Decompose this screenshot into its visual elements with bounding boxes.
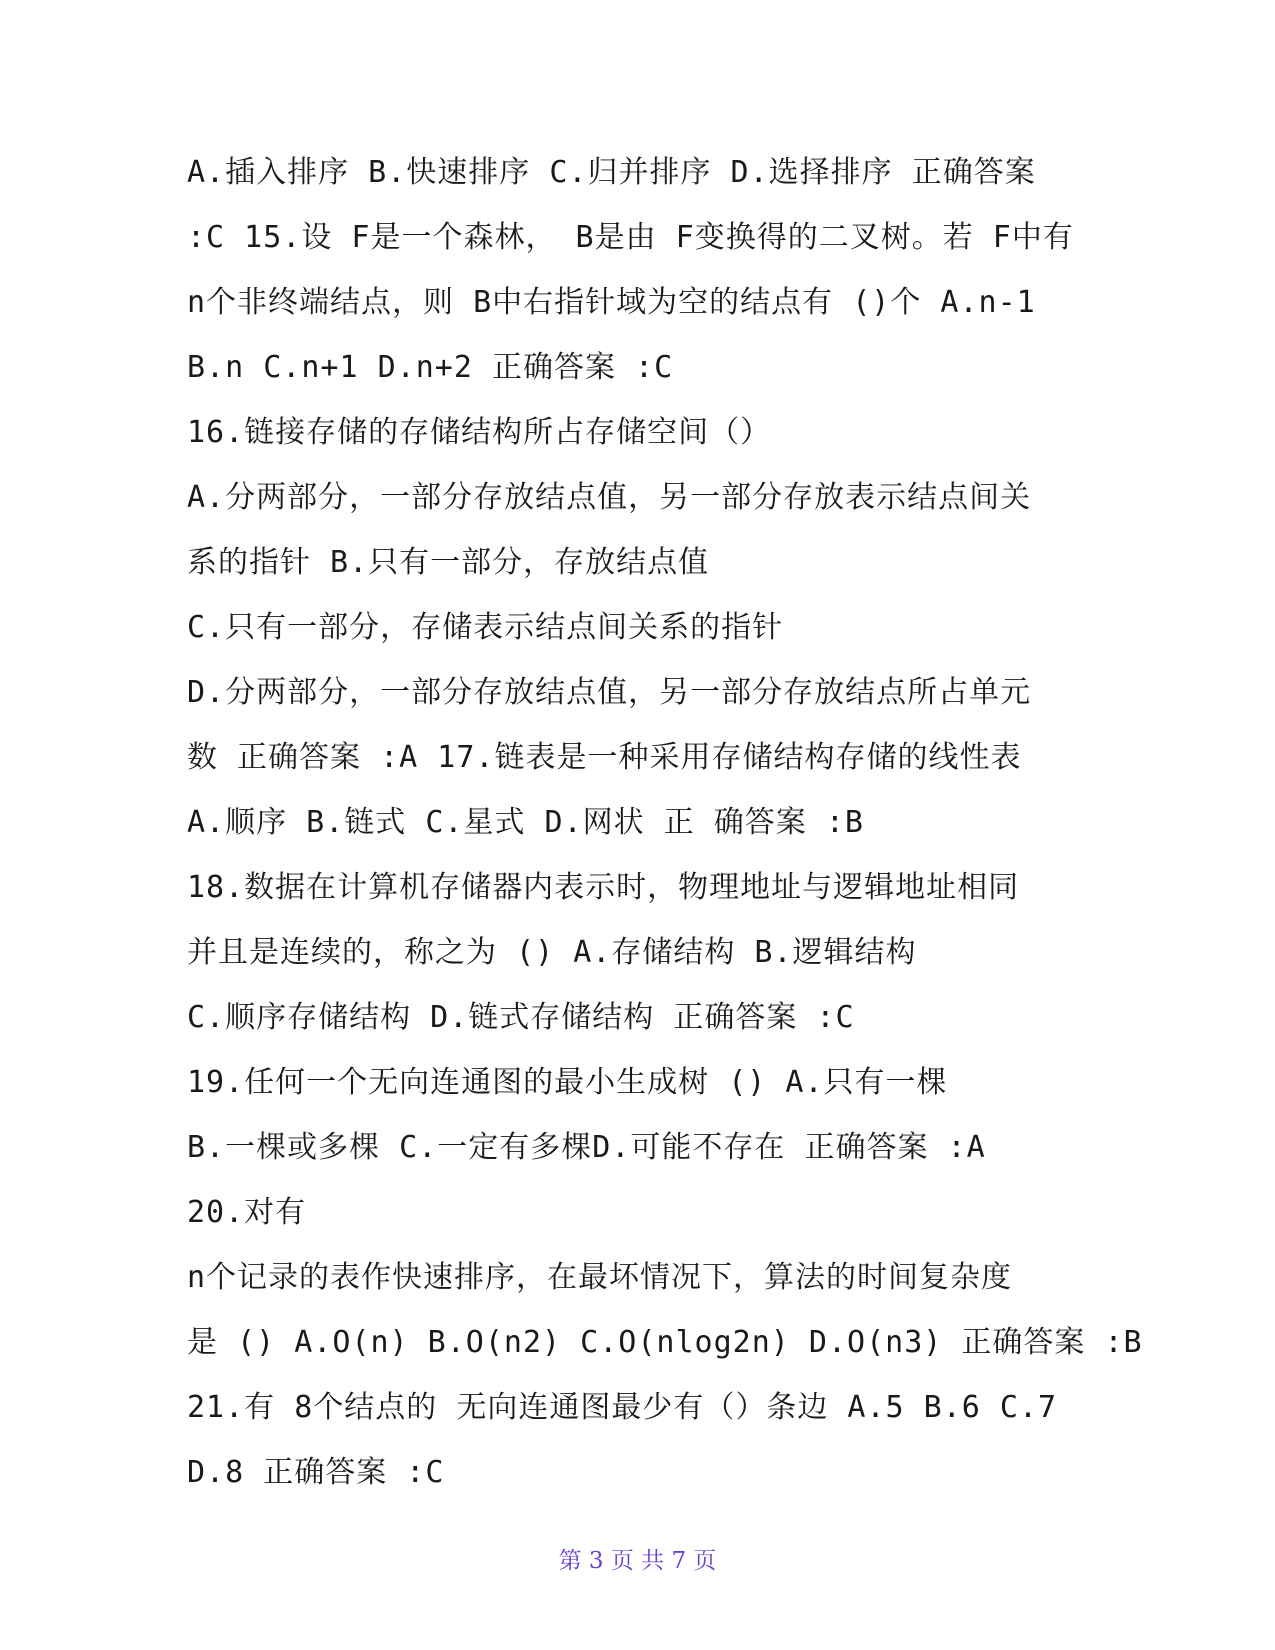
text-line: C.只有一部分，存储表示结点间关系的指针: [187, 610, 784, 645]
text-line: B.一棵或多棵 C.一定有多棵D.可能不存在 正确答案 :A: [187, 1130, 986, 1165]
text-line: 20.对有: [187, 1195, 307, 1230]
document-body: [187, 140, 1143, 1505]
text-line: A.顺序 B.链式 C.星式 D.网状 正 确答案 :B: [187, 805, 864, 840]
text-line: B.n C.n+1 D.n+2 正确答案 :C: [187, 350, 674, 385]
text-line: n个非终端结点，则 B中右指针域为空的结点有 ()个 A.n-1: [187, 285, 1036, 320]
text-line: 数 正确答案 :A 17.链表是一种采用存储结构存储的线性表: [187, 740, 1022, 775]
text-line: 是 () A.O(n) B.O(n2) C.O(nlog2n) D.O(n3) 正确答案 :B: [187, 1325, 1143, 1360]
page-number-footer: 第 3 页 共 7 页: [558, 1548, 717, 1574]
text-line: C.顺序存储结构 D.链式存储结构 正确答案 :C: [187, 1000, 855, 1035]
text-line: 16.链接存储的存储结构所占存储空间（）: [187, 415, 772, 450]
text-line: 系的指针 B.只有一部分，存放结点值: [187, 545, 710, 580]
text-line: D.8 正确答案 :C: [187, 1455, 445, 1490]
text-line: :C 15.设 F是一个森林， B是由 F变换得的二叉树。若 F中有: [187, 220, 1074, 255]
text-line: 并且是连续的，称之为 () A.存储结构 B.逻辑结构: [187, 935, 917, 970]
text-line: 21.有 8个结点的 无向连通图最少有（）条边 A.5 B.6 C.7: [187, 1390, 1058, 1425]
text-line: 19.任何一个无向连通图的最小生成树 () A.只有一棵: [187, 1065, 948, 1100]
text-line: A.插入排序 B.快速排序 C.归并排序 D.选择排序 正确答案: [187, 155, 1036, 190]
text-line: A.分两部分，一部分存放结点值，另一部分存放表示结点间关: [187, 480, 1032, 515]
text-line: n个记录的表作快速排序，在最坏情况下，算法的时间复杂度: [187, 1260, 1013, 1295]
text-line: 18.数据在计算机存储器内表示时，物理地址与逻辑地址相同: [187, 870, 1020, 905]
text-line: D.分两部分，一部分存放结点值，另一部分存放结点所占单元: [187, 675, 1032, 710]
